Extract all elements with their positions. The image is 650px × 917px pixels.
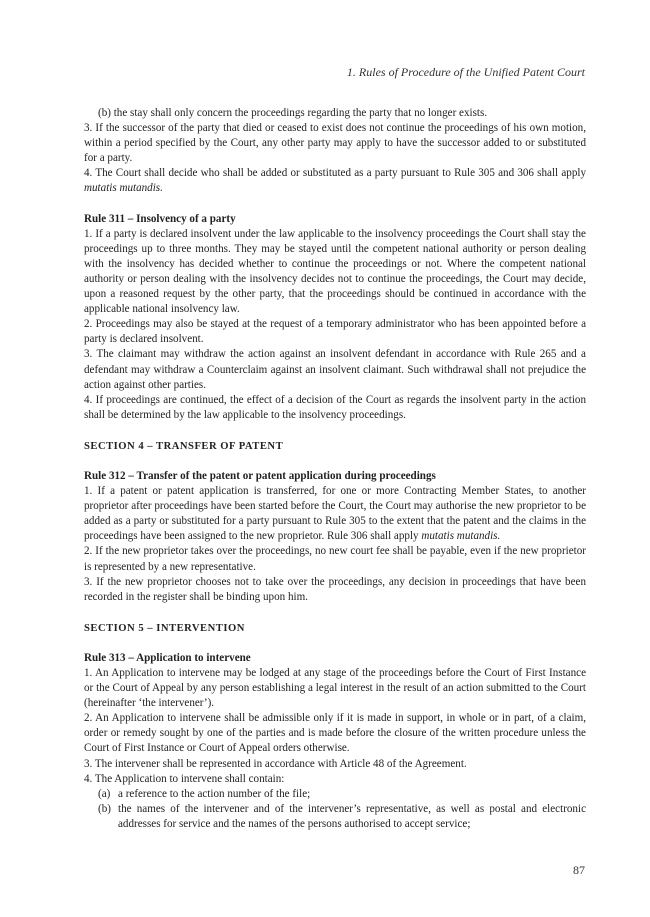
list-item-text: the names of the intervener and of the intervener’s representative, as well as postal and electronic addresses for service and the names of the persons authorised to accept service;	[118, 802, 586, 830]
rule-311-paragraph-2: 2. Proceedings may also be stayed at the request of a temporary administrator who has been appointed before a party is declared insolvent.	[84, 318, 586, 346]
list-item-text: a reference to the action number of the file;	[118, 787, 311, 800]
intro-paragraph-4	[84, 166, 586, 196]
page-body	[84, 106, 586, 832]
intro-paragraph-4-text: 4. The Court shall decide who shall be added or substituted as a party pursuant to Rule 305 and 306 shall apply	[84, 167, 586, 180]
section-5-heading: SECTION 5 – INTERVENTION	[84, 622, 245, 634]
page-number: 87	[573, 863, 585, 877]
section-4-heading: SECTION 4 – TRANSFER OF PATENT	[84, 440, 284, 452]
list-item-label: (b)	[98, 802, 111, 815]
rule-313-paragraph-2: 2. An Application to intervene shall be admissible only if it is made in support, in whole or in part, of a claim, order or remedy sought by one of the parties and is made before the closure of the written procedure unless the Court of First Instance or Court of Appeal orders otherwise.	[84, 712, 586, 755]
rule-312-paragraph-3: 3. If the new proprietor chooses not to take over the proceedings, any decision in proceedings that have been recorded in the register shall be binding upon him.	[84, 575, 586, 603]
rule-311-paragraph-1: 1. If a party is declared insolvent under the law applicable to the insolvency proceedings the Court shall stay the proceedings up to three months. They may be stayed until the competent national authority or person dealing with the insolvency has decided whether to continue the proceedings or not. Where the competent national authority or person dealing with the insolvency decides not to continue the proceedings, the Court may decide, upon a reasoned request by the other party, that the proceedings should be continued in accordance with the applicable national insolvency law.	[84, 227, 586, 316]
rule-311-heading: Rule 311 – Insolvency of a party	[84, 212, 236, 225]
list-item-label: (a)	[98, 787, 111, 800]
rule-312-paragraph-1	[84, 484, 586, 544]
rule-313-paragraph-1: 1. An Application to intervene may be lodged at any stage of the proceedings before the Court of First Instance or the Court of Appeal by any person establishing a legal interest in the result of an action submitted to the Court (hereinafter ‘the intervener’).	[84, 667, 586, 710]
rule-312-paragraph-1-emphasis: mutatis mutandis.	[421, 530, 501, 543]
rule-313-heading: Rule 313 – Application to intervene	[84, 651, 251, 664]
running-head: 1. Rules of Procedure of the Unified Patent Court	[346, 65, 585, 79]
intro-item-b: (b) the stay shall only concern the proceedings regarding the party that no longer exists.	[98, 107, 488, 119]
rule-312-heading: Rule 312 – Transfer of the patent or patent application during proceedings	[84, 469, 436, 482]
rule-313-paragraph-4: 4. The Application to intervene shall contain:	[84, 772, 285, 785]
intro-paragraph-3: 3. If the successor of the party that died or ceased to exist does not continue the proceedings of his own motion, within a period specified by the Court, any other party may apply to have the successor added to or substituted for a party.	[84, 122, 586, 165]
intro-paragraph-4-emphasis: mutatis mutandis.	[84, 182, 163, 195]
list-item	[84, 802, 586, 832]
rule-312-paragraph-1-text: 1. If a patent or patent application is transferred, for one or more Contracting Member States, to another proprietor after proceedings have been started before the Court, the Court may authorise the new proprietor to be added as a party or substituted for a party pursuant to Rule 305 to the extent that the patent and the claims in the proceedings have been assigned to the new proprietor. Rule 306 shall apply	[84, 485, 586, 543]
rule-312-paragraph-2: 2. If the new proprietor takes over the proceedings, no new court fee shall be payable, even if the new proprietor is represented by a new representative.	[84, 545, 586, 573]
rule-311-paragraph-3: 3. The claimant may withdraw the action against an insolvent defendant in accordance with Rule 265 and a defendant may withdraw a Counterclaim against an insolvent claimant. Such withdrawal shall not prejudice the action against other parties.	[84, 348, 586, 391]
rule-311-paragraph-4: 4. If proceedings are continued, the effect of a decision of the Court as regards the insolvent party in the action shall be determined by the law applicable to the insolvency proceedings.	[84, 393, 586, 421]
rule-313-paragraph-3: 3. The intervener shall be represented in accordance with Article 48 of the Agreement.	[84, 757, 467, 770]
list-item	[84, 787, 586, 802]
